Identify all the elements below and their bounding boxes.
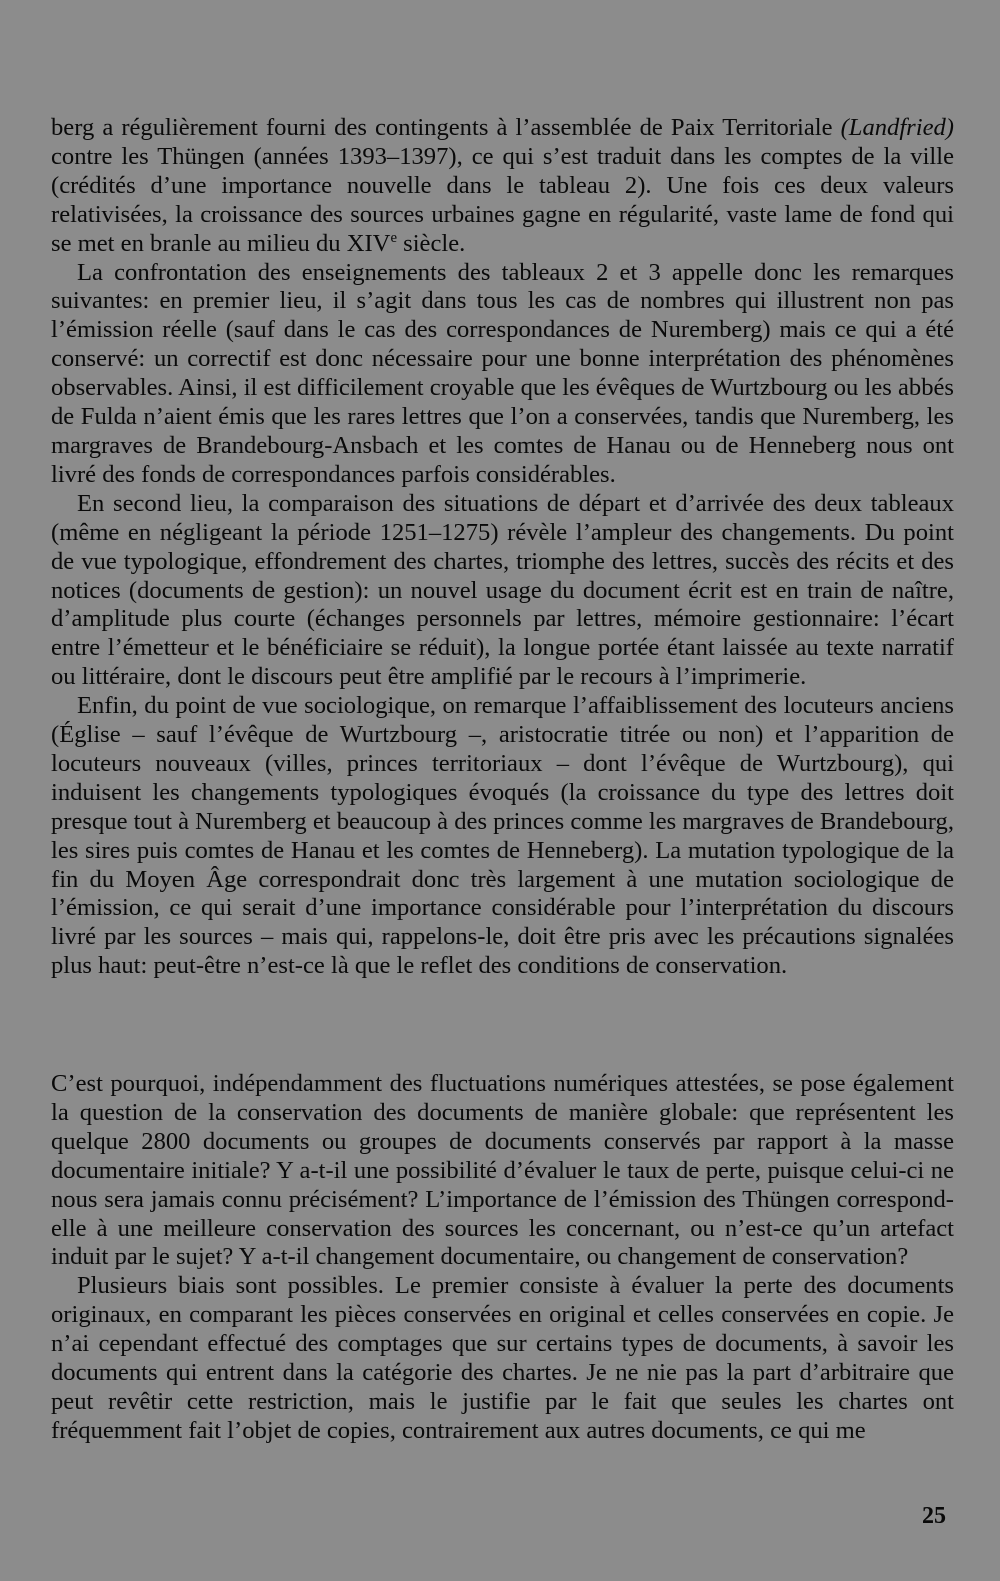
page-number: 25 xyxy=(922,1503,946,1529)
paragraph-1-text-c: siècle. xyxy=(396,229,466,257)
paragraph-1 xyxy=(51,114,954,259)
paragraph-3: En second lieu, la comparaison des situations de départ et d’arrivée des deux tableaux (même en négligeant la période 1251–1275) révèle l’ampleur des changements. Du point de vue typologique, effondrement des chartes, triomphe des lettres, succès des récits et des notices (documents de gestion): un nouvel usage du document écrit est en train de naître, d’amplitude plus courte (échanges personnels par lettres, mémoire gestionnaire: l’écart entre l’émetteur et le bénéficiaire se réduit), la longue portée étant laissée au texte narratif ou littéraire, dont le discours peut être amplifié par le recours à l’imprimerie. xyxy=(51,489,954,691)
text-section-1 xyxy=(51,114,954,981)
text-section-2 xyxy=(51,1070,954,1446)
paragraph-4: Enfin, du point de vue sociologique, on remarque l’affaiblissement des locuteurs anciens (Église – sauf l’évêque de Wurtzbourg –, aristocratie titrée ou non) et l’apparition de locuteurs nouveaux (villes, princes territoriaux – dont l’évêque de Wurtzbourg), qui induisent les changements typologiques évoqués (la croissance du type des lettres doit presque tout à Nuremberg et beaucoup à des princes comme les margraves de Brandebourg, les sires puis comtes de Hanau et les comtes de Henneberg). La mutation typologique de la fin du Moyen Âge correspondrait donc très largement à une mutation sociologique de l’émission, ce qui serait d’une importance considérable pour l’interprétation du discours livré par les sources – mais qui, rappelons-le, doit être pris avec les précautions signalées plus haut: peut-être n’est-ce là que le reflet des conditions de conservation. xyxy=(51,692,954,980)
paragraph-1-text-b: contre les Thüngen (années 1393–1397), ce qui s’est traduit dans les comptes de la ville (crédités d’une importance nouvelle dans le tableau 2). Une fois ces deux valeurs relativisées, la croissance des sources urbaines gagne en régularité, vaste lame de fond qui se met en branle au milieu du XIV xyxy=(51,142,954,257)
paragraph-1-text-a: berg a régulièrement fourni des contingents à l’assemblée de Paix Territoriale xyxy=(51,114,841,141)
paragraph-6: Plusieurs biais sont possibles. Le premier consiste à évaluer la perte des documents originaux, en comparant les pièces conservées en original et celles conservées en copie. Je n’ai cependant effectué des comptages que sur certains types de documents, à savoir les documents qui entrent dans la catégorie des chartes. Je ne nie pas la part d’arbitraire que peut revêtir cette restriction, mais le justifie par le fait que seules les chartes ont fréquemment fait l’objet de copies, contrairement aux autres documents, ce qui me xyxy=(51,1272,954,1444)
paragraph-2: La confrontation des enseignements des tableaux 2 et 3 appelle donc les remarques suivantes: en premier lieu, il s’agit dans tous les cas de nombres qui illustrent non pas l’émission réelle (sauf dans le cas des correspondances de Nuremberg) mais ce qui a été conservé: un correctif est donc nécessaire pour une bonne interprétation des phénomènes observables. Ainsi, il est difficilement croyable que les évêques de Wurtzbourg ou les abbés de Fulda n’aient émis que les rares lettres que l’on a conservées, tandis que Nuremberg, les margraves de Brandebourg-Ansbach et les comtes de Hanau ou de Henneberg nous ont livré des fonds de correspondances parfois considérables. xyxy=(51,258,954,488)
italic-term-landfried: (Landfried) xyxy=(840,114,954,141)
paragraph-5: C’est pourquoi, indépendamment des fluctuations numériques attestées, se pose également la question de la conservation des documents de manière globale: que représentent les quelque 2800 documents ou groupes de documents conservés par rapport à la masse documentaire initiale? Y a-t-il une possibilité d’évaluer le taux de perte, puisque celui-ci ne nous sera jamais connu précisément? L’importance de l’émission des Thüngen correspond-elle à une meilleure conservation des sources les concernant, ou n’est-ce qu’un artefact induit par le sujet? Y a-t-il changement documentaire, ou changement de conservation? xyxy=(51,1070,954,1271)
century-superscript: e xyxy=(390,229,397,246)
